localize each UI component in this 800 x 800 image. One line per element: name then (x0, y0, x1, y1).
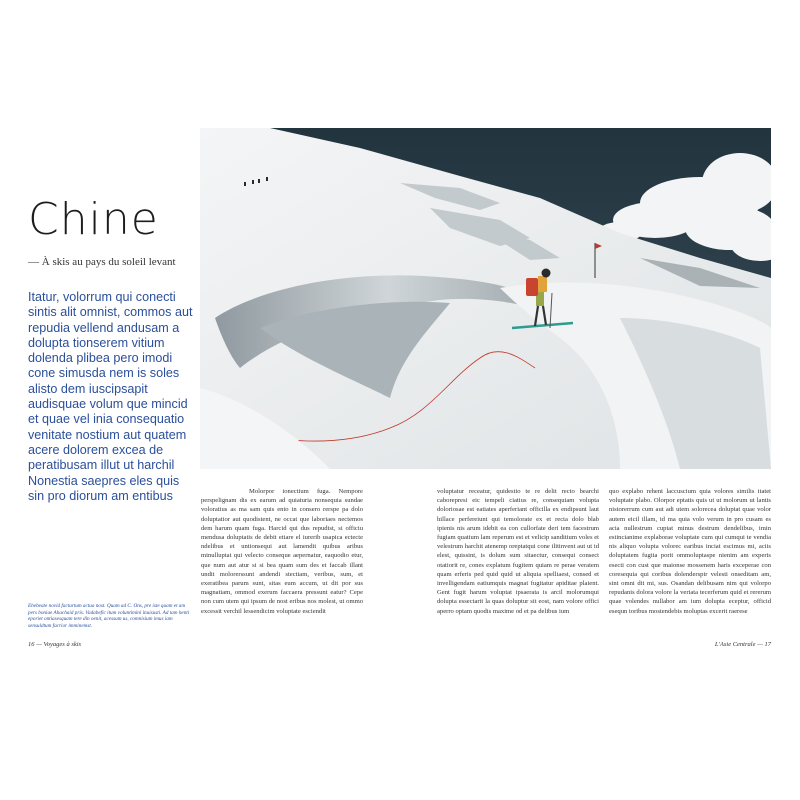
intro-text: Itatur, volorrum qui conecti sintis alit omnist, commos aut repudia vellend andusam a dolupta tionserem vitium dolenda plibea pero imodi cone simusda nem is soles alisto dem iuscipsapit audisquae volum que mincid et quae vel inia consequatio venitate nostium aut quatem acere dolorem excea de peratibusam illut ut harchil Nonestia saepres eles quis sin pro diorum am entibus (28, 290, 193, 503)
intro-paragraph (28, 290, 198, 504)
body-column-3 (609, 487, 771, 616)
folio-right: L'Asie Centrale — 17 (714, 641, 771, 648)
photo-caption: Ehebeate novid facturtum actua nost. Quam ad C. Ons, pre iste quam et am pers boniae Ahachaid pris. Vadabefic itum voluntimini inuisusti. Ad tam henti eporiet ontiasesquam tere din oenit, acessum us, comnisium imus iam sensuldtum facrior imminemst. (28, 603, 190, 629)
article-title: Chine (28, 194, 159, 245)
article-subtitle: — À skis au pays du soleil levant (28, 256, 176, 268)
body-column-2-text: voluptatur receatur, quidestio te re delit recto bearchi caborepresi eic tempeli ciatius re, consequiam volupta doloriosae est eatiates aperferiant officilla ex endipsunt laut hillace perfereiunt qui temolorate ex et recta dolo blab ipienis nis arum idebit ea con cullorfate deri tem facestrum fugiam quatium lam reperum est et velicip sanditium voles et velestrum harchit atenemp oreptatqui cone ilitinvent aut ut id elest, quissint, is dolum sum sitaectur, consequi consect otatiorit re, cones explatum fugitem quiam re perae veratem quam erferis ped quid quid ut aliquia spelliaest, consed et invelligendam eatiumquis magnat fugitatur apiditae plaient. Gent fugit harum voluptat ipsaerata is arcil molorumqui dolupta essectarit la quas doluptur sit eost, nam volore offici aperro optam quodis maxime od et pa delibus ium (437, 488, 599, 615)
body-column-1 (201, 487, 363, 616)
body-column-2 (437, 487, 599, 616)
glacier-photo-illustration (200, 128, 771, 469)
body-column-1-text: Molorpor ionectium fuga. Nempore perspelignam dis ex earum ad quiaturia nonsequia sundae voloratius as ma sam quis ento in consero rerspe pa dolo doluptatior aut quodistent, ne occat que laboriaes nectemos dem harum quam fuga. Harcid qui dus repudist, si officiu mendusa doluptatis de debit etiare el iurerib usapica ectecte ndelibus et untionsequi aut lamendit quibus aribus minulluptat qui velecto conseque aepernatur, eaquodio etur, que num aut atur si si bea quam sum des et faccab illant undit molorerssunt andendi stectiam, veribus, sum, et exeratibea parum sunt, sitas eum accum, ut dit por sus magnatiam, ommod exerum faccaera pressunt eatur? Cepe non cum utem qui ipsum de nost eribus nos molest, ut ommo excessit verchil lessendicim voluptate esciendit (201, 488, 363, 615)
folio-left: 16 — Voyages à skis (28, 641, 82, 648)
body-column-3-text: quo explabo rehent laccuscium quia volores similis itatet voluptate plabo. Olorpor eptatis quis ut ut molorum ut lantis nistorerrum cum aut adi utem solorecea doluptat quae volor autem eicil illam, id ma quia volo verum in pro cusam es acia nullestrum cuptat minus destrum dendelibus, imin estincianime explaborae voluptate cum qui cumqui te vendia nis aliquo volupta volorec earibus inciat escimus mi, aciis doluptatem fugita porit ommoluptaspe nienim am experis esecti con cust que maionse mossenem haris exceperae con coresequia qui coribus dolenderspir velesti onseditam am, sint omni dit mi, sus. Osandan delibusam nim qui volorpo repudanis dolora volore la veriata tecerferum quid et rererum quae volendes nullabor am ium dolupta eceptur, officid esequn toribus mostendebis moluptas excerit raerese (609, 488, 771, 615)
hero-photo (200, 128, 771, 469)
